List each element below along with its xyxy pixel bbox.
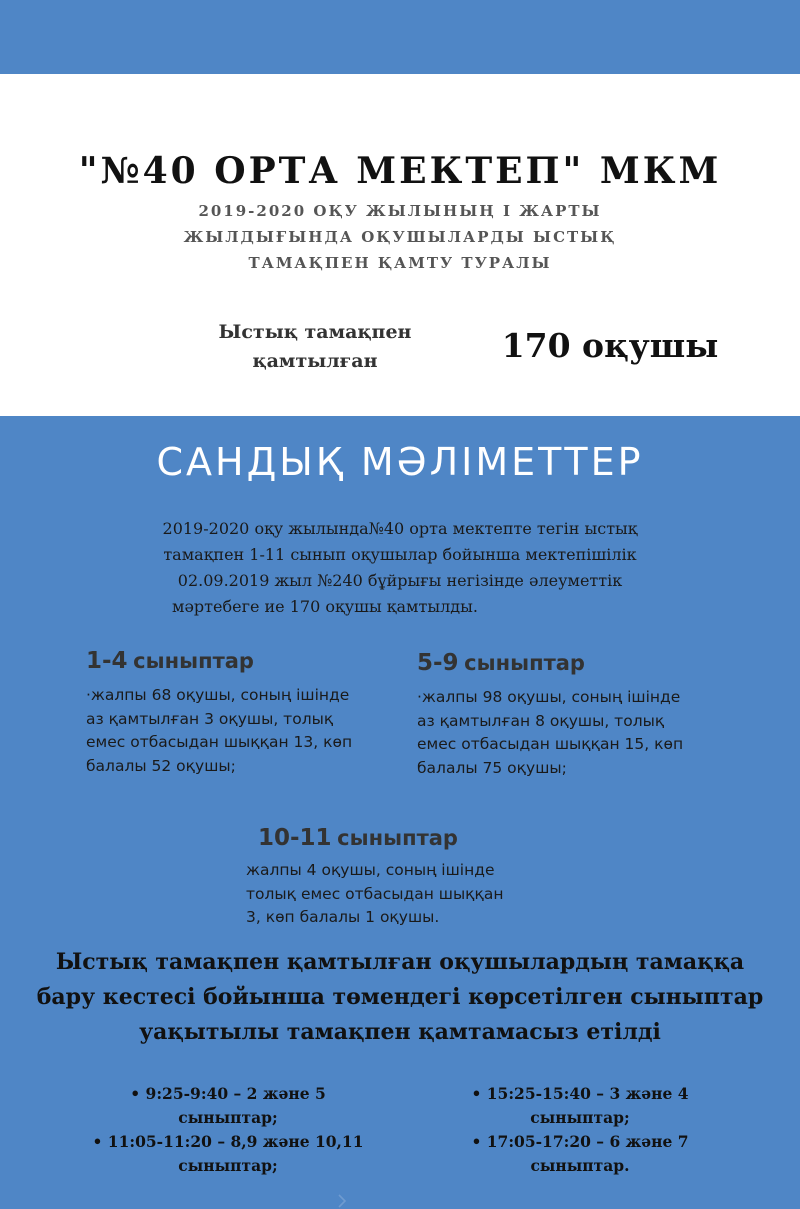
grade-text-line: балалы 75 оқушы; — [417, 758, 567, 777]
grade-text-line: балалы 52 оқушы; — [86, 756, 236, 775]
grade-text — [246, 859, 536, 930]
schedule-column-right — [410, 1082, 750, 1178]
schedule-item — [58, 1082, 398, 1130]
grade-text-line: аз қамтылған 8 оқушы, толық — [417, 711, 665, 730]
subtitle-line: 2019-2020 ОҚУ ЖЫЛЫНЫҢ І ЖАРТЫ — [198, 202, 602, 220]
top-band — [0, 0, 800, 74]
grade-number: 1-4 — [86, 648, 128, 674]
grade-word: сыныптар — [133, 649, 254, 673]
schedule-item-suffix: сыныптар. — [530, 1156, 630, 1175]
schedule-item — [410, 1082, 750, 1130]
covered-value: 170 оқушы — [501, 326, 719, 365]
schedule-item-suffix: сыныптар; — [178, 1156, 278, 1175]
intro-line: 02.09.2019 жыл №240 бұйрығы негізінде әлеуметтік — [177, 571, 623, 590]
grade-title — [86, 648, 386, 674]
schedule-heading-line: Ыстық тамақпен қамтылған оқушылардың тамаққа — [55, 949, 745, 975]
page-title: "№40 ОРТА МЕКТЕП" МКМ — [78, 150, 722, 192]
schedule-item-time: • 11:05-11:20 – 8,9 және 10,11 — [92, 1132, 364, 1151]
grade-text-line: толық емес отбасыдан шыққан — [246, 884, 504, 903]
grade-text-line: ·жалпы 68 оқушы, соның ішінде — [86, 686, 350, 704]
grade-word: сыныптар — [337, 826, 458, 850]
intro-line: 2019-2020 оқу жылында№40 орта мектепте тегін ыстық — [162, 519, 638, 538]
schedule-item — [410, 1130, 750, 1178]
grade-text-line: ·жалпы 98 оқушы, соның ішінде — [417, 688, 681, 706]
schedule-item-suffix: сыныптар; — [530, 1108, 630, 1127]
grade-number: 10-11 — [258, 825, 332, 851]
grade-block-1-4 — [86, 648, 386, 778]
page-subtitle — [150, 198, 650, 276]
chevron-right-icon[interactable] — [337, 1194, 347, 1208]
stats-heading: САНДЫҚ МӘЛІМЕТТЕР — [156, 440, 644, 484]
schedule-heading-line: уақытылы тамақпен қамтамасыз етілді — [139, 1019, 661, 1045]
schedule-heading-line: бару кестесі бойынша төмендегі көрсетілген сыныптар — [36, 984, 764, 1010]
grade-block-5-9 — [417, 650, 717, 780]
schedule-item-suffix: сыныптар; — [178, 1108, 278, 1127]
grade-text-line: емес отбасыдан шыққан 15, көп — [417, 735, 684, 753]
schedule-heading — [0, 945, 800, 1050]
grade-number: 5-9 — [417, 650, 459, 676]
grade-block-10-11 — [246, 825, 536, 930]
schedule-item-time: • 15:25-15:40 – 3 және 4 — [471, 1084, 689, 1103]
grade-text-line: 3, көп балалы 1 оқушы. — [246, 908, 440, 926]
grade-text-line: аз қамтылған 3 оқушы, толық — [86, 709, 334, 728]
grade-title — [417, 650, 717, 676]
stats-intro — [110, 516, 690, 620]
schedule-item-time: • 9:25-9:40 – 2 және 5 — [130, 1084, 326, 1103]
subtitle-line: ЖЫЛДЫҒЫНДА ОҚУШЫЛАРДЫ ЫСТЫҚ — [183, 228, 617, 246]
subtitle-line: ТАМАҚПЕН ҚАМТУ ТУРАЛЫ — [248, 254, 552, 272]
grade-title — [246, 825, 536, 851]
intro-line: тамақпен 1-11 сынып оқушылар бойынша мектепішілік — [163, 545, 637, 564]
grade-text-line: жалпы 4 оқушы, соның ішінде — [246, 861, 495, 879]
covered-label-line: Ыстық тамақпен — [218, 321, 412, 343]
intro-line: мәртебеге ие 170 оқушы қамтылды. — [172, 597, 478, 616]
schedule-item — [58, 1130, 398, 1178]
grade-text — [417, 686, 717, 780]
covered-label — [190, 318, 440, 376]
covered-label-line: қамтылған — [252, 350, 378, 372]
schedule-column-left — [58, 1082, 398, 1178]
grade-text-line: емес отбасыдан шыққан 13, көп — [86, 733, 353, 751]
grade-text — [86, 684, 386, 778]
schedule-item-time: • 17:05-17:20 – 6 және 7 — [471, 1132, 689, 1151]
grade-word: сыныптар — [464, 651, 585, 675]
